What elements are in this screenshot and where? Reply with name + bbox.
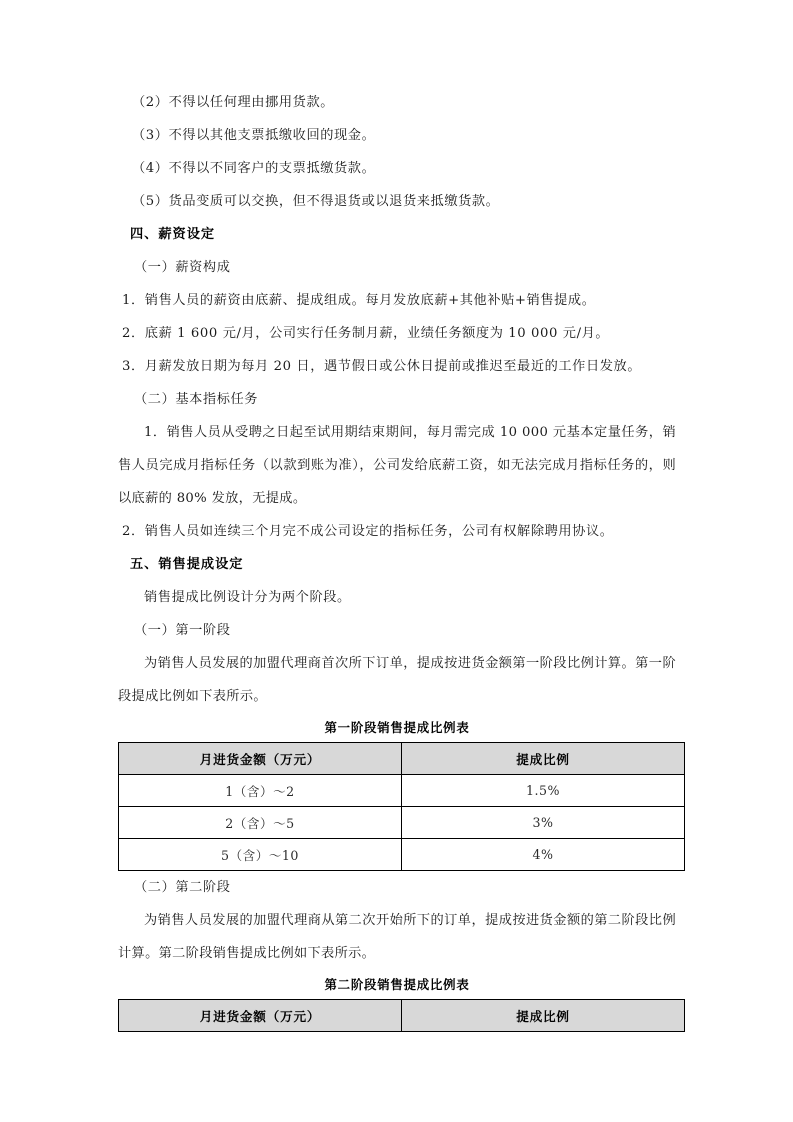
cell-ratio: 4%: [402, 839, 685, 871]
stage-one-label: （一）第一阶段: [134, 623, 231, 638]
subsection-basic-target: （二）基本指标任务: [134, 392, 259, 407]
stage-one-commission-table: [118, 742, 685, 871]
stage-one-table-title: 第一阶段销售提成比例表: [324, 720, 470, 735]
table-row: [119, 839, 685, 871]
cell-amount: 5（含）～10: [119, 839, 402, 871]
target-item-1: 1．销售人员从受聘之日起至试用期结束期间，每月需完成 10 000 元基本定量任务，销售人员完成月指标任务（以款到账为准），公司发给底薪工资，如无法完成月指标任务的，则以底薪的 80% 发放，无提成。: [118, 425, 676, 506]
clause-item-4: （4）不得以不同客户的支票抵缴货款。: [132, 161, 376, 176]
table-header-row: [119, 1000, 685, 1032]
table-header-row: [119, 743, 685, 775]
column-header-amount: 月进货金额（万元）: [119, 1000, 402, 1032]
column-header-amount: 月进货金额（万元）: [119, 743, 402, 775]
clause-item-2: （2）不得以任何理由挪用货款。: [132, 95, 335, 110]
section-heading-four: 四、薪资设定: [130, 227, 216, 242]
cell-amount: 2（含）～5: [119, 807, 402, 839]
commission-intro: 销售提成比例设计分为两个阶段。: [144, 590, 351, 605]
subsection-salary-composition: （一）薪资构成: [134, 260, 231, 275]
cell-amount: 1（含）～2: [119, 775, 402, 807]
table-row: [119, 775, 685, 807]
salary-item-2: 2．底薪 1 600 元/月，公司实行任务制月薪，业绩任务额度为 10 000 元/月。: [122, 326, 610, 341]
stage-two-label: （二）第二阶段: [134, 880, 231, 895]
stage-one-body: 为销售人员发展的加盟代理商首次所下订单，提成按进货金额第一阶段比例计算。第一阶段提成比例如下表所示。: [118, 656, 676, 704]
cell-ratio: 1.5%: [402, 775, 685, 807]
clause-item-3: （3）不得以其他支票抵缴收回的现金。: [132, 128, 376, 143]
section-heading-five: 五、销售提成设定: [130, 557, 244, 572]
document-content: [118, 86, 676, 1032]
column-header-ratio: 提成比例: [402, 743, 685, 775]
stage-two-commission-table: [118, 999, 685, 1032]
table-row: [119, 807, 685, 839]
target-item-2: 2．销售人员如连续三个月完不成公司设定的指标任务，公司有权解除聘用协议。: [122, 524, 614, 539]
column-header-ratio: 提成比例: [402, 1000, 685, 1032]
salary-item-3: 3．月薪发放日期为每月 20 日，遇节假日或公休日提前或推迟至最近的工作日发放。: [122, 359, 642, 374]
stage-two-body: 为销售人员发展的加盟代理商从第二次开始所下的订单，提成按进货金额的第二阶段比例计算。第二阶段销售提成比例如下表所示。: [118, 913, 676, 961]
salary-item-1: 1．销售人员的薪资由底薪、提成组成。每月发放底薪+其他补贴+销售提成。: [122, 293, 596, 308]
cell-ratio: 3%: [402, 807, 685, 839]
stage-two-table-title: 第二阶段销售提成比例表: [324, 977, 470, 992]
clause-item-5: （5）货品变质可以交换，但不得退货或以退货来抵缴货款。: [132, 194, 500, 209]
